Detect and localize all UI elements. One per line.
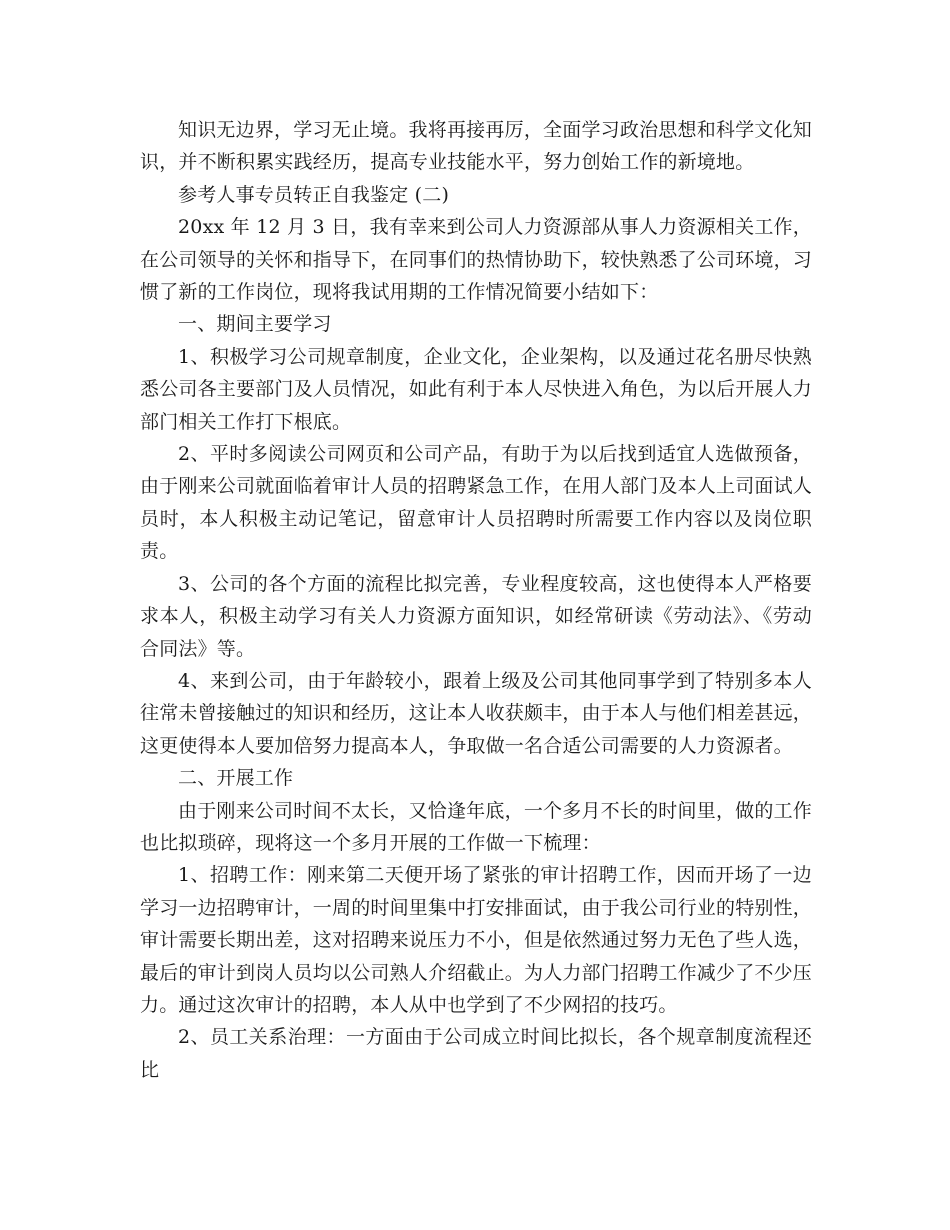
paragraph-work-employee-relations: 2、员工关系治理：一方面由于公司成立时间比拟长，各个规章制度流程还比: [140, 1026, 812, 1081]
paragraph-intro: 20xx 年 12 月 3 日，我有幸来到公司人力资源部从事人力资源相关工作，在公司领导的关怀和指导下，在同事们的热情协助下，较快熟悉了公司环境，习惯了新的工作岗位，现将我试用期的工作情况简要小结如下：: [140, 216, 813, 304]
paragraph-work-intro: 由于刚来公司时间不太长，又恰逢年底，一个多月不长的时间里，做的工作也比拟琐碎，现将这一个多月开展的工作做一下梳理：: [140, 799, 812, 854]
paragraph-study-4: 4、来到公司，由于年龄较小，跟着上级及公司其他同事学到了特别多本人往常未曾接触过的知识和经历，这让本人收获颇丰，由于本人与他们相差甚远，这更使得本人要加倍努力提高本人，争取做一名合适公司需要的人力资源者。: [140, 669, 813, 757]
heading-work-carried-out: 二、开展工作: [178, 767, 294, 790]
paragraph-work-recruitment: 1、招聘工作：刚来第二天便开场了紧张的审计招聘工作，因而开场了一边学习一边招聘审计，一周的时间里集中打安排面试，由于我公司行业的特别性，审计需要长期出差，这对招聘来说压力不小，但是依然通过努力无色了些人选，最后的审计到岗人员均以公司熟人介绍截止。为人力部门招聘工作减少了不少压力。通过这次审计的招聘，本人从中也学到了不少网招的技巧。: [140, 864, 813, 1016]
paragraph-study-3: 3、公司的各个方面的流程比拟完善，专业程度较高，这也使得本人严格要求本人，积极主动学习有关人力资源方面知识，如经常研读《劳动法》、《劳动合同法》等。: [140, 572, 812, 660]
paragraph-closing-summary: 知识无边界，学习无止境。我将再接再厉，全面学习政治思想和科学文化知识，并不断积累实践经历，提高专业技能水平，努力创始工作的新境地。: [140, 119, 812, 174]
paragraph-study-2: 2、平时多阅读公司网页和公司产品，有助于为以后找到适宜人选做预备，由于刚来公司就面临着审计人员的招聘紧急工作，在用人部门及本人上司面试人员时，本人积极主动记笔记，留意审计人员招聘时所需要工作内容以及岗位职责。: [140, 443, 813, 563]
paragraph-study-1: 1、积极学习公司规章制度，企业文化，企业架构，以及通过花名册尽快熟悉公司各主要部门及人员情况，如此有利于本人尽快进入角色，为以后开展人力部门相关工作打下根底。: [140, 345, 813, 433]
heading-main-study: 一、期间主要学习: [178, 313, 332, 336]
document-body: [140, 114, 812, 1086]
paragraph-section-title: 参考人事专员转正自我鉴定 (二): [178, 183, 450, 206]
